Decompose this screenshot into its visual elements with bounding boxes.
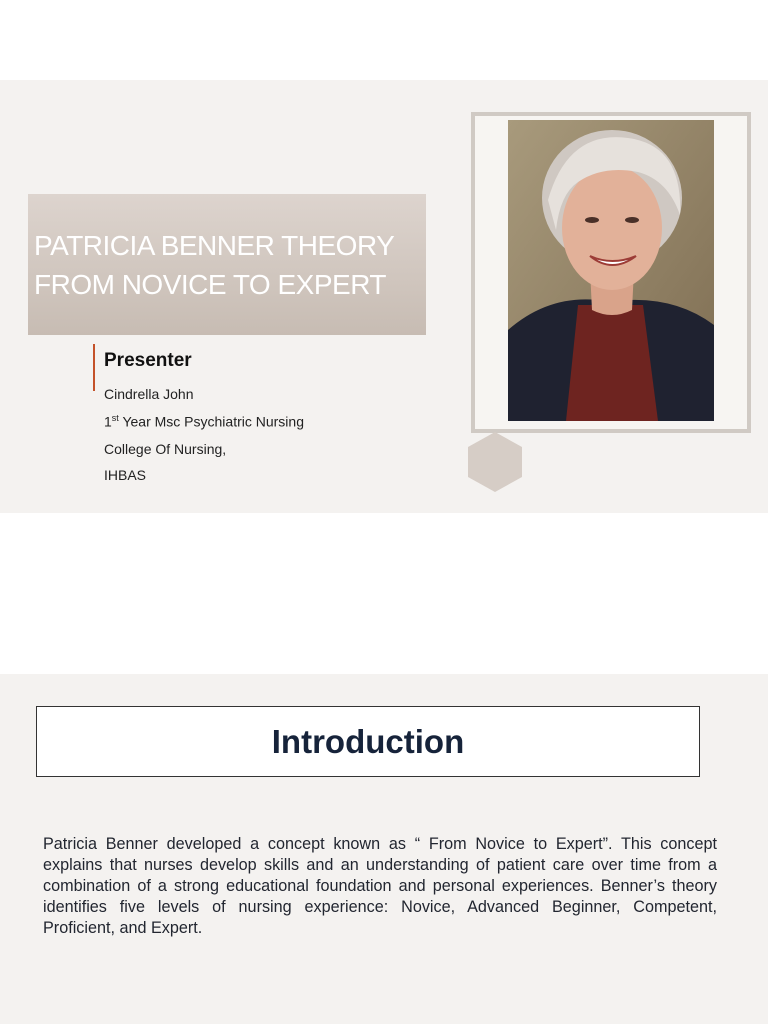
title-slide: [0, 80, 768, 513]
presenter-institute: IHBAS: [104, 467, 147, 483]
slide-title-line-2: FROM NOVICE TO EXPERT: [34, 269, 387, 300]
presenter-accent-bar: [93, 344, 95, 391]
introduction-body: Patricia Benner developed a concept known as “ From Novice to Expert”. This concept explains that nurses develop skills and an understanding of patient care over time from a combination of a strong educational foundation and personal experiences. Benner’s theory identifies five levels of nursing experience: Novice, Advanced Beginner, Competent, Proficient, and Expert.: [43, 835, 717, 937]
presenter-year: [104, 413, 304, 430]
presenter-year-ordinal: st: [111, 413, 119, 423]
presenter-college: College Of Nursing,: [104, 441, 227, 457]
portrait-image: [508, 120, 714, 421]
hexagon-decoration: [468, 432, 522, 492]
portrait-photo: [508, 120, 714, 421]
introduction-heading: Introduction: [271, 722, 465, 760]
introduction-heading-box: [36, 706, 700, 777]
slide-title-line-1: PATRICIA BENNER THEORY: [34, 230, 395, 261]
portrait-frame: [471, 112, 751, 433]
presenter-name: Cindrella John: [104, 386, 194, 402]
introduction-slide: [0, 674, 768, 1024]
presenter-year-program: Year Msc Psychiatric Nursing: [118, 413, 304, 430]
title-box: [28, 194, 426, 335]
presenter-year-number: 1: [104, 413, 112, 430]
presenter-heading: Presenter: [104, 350, 192, 371]
